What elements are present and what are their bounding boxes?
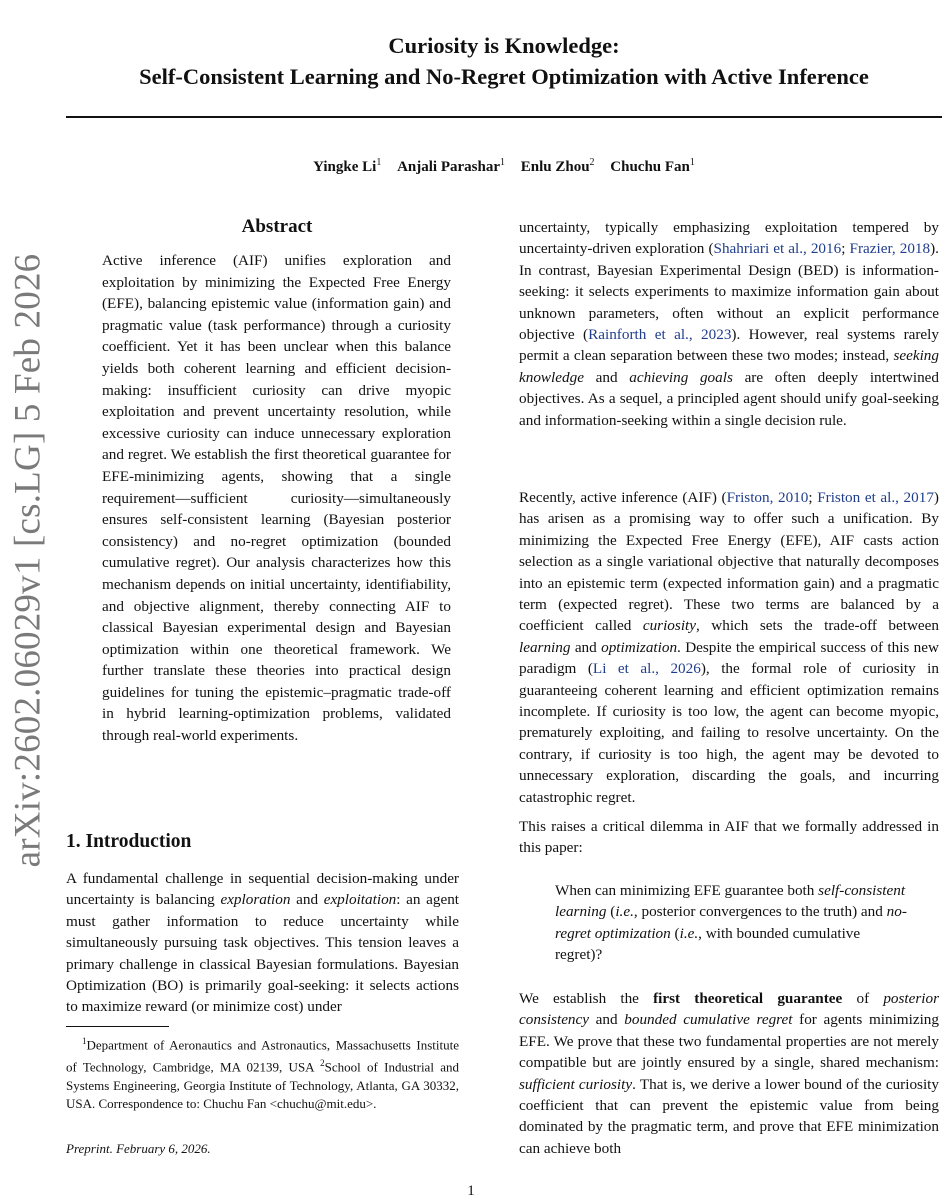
research-question: When can minimizing EFE guarantee both self-consistent learning (i.e., posterior convergences to the truth) and no-regret optimization (i.e., with bounded cumulative regret)?: [555, 882, 907, 964]
affiliation-footnote: $^1$Department of Aeronautics and Astronautics, Massachusetts Institute of Technology, Cambridge, MA 02139, USA $^2$School of Industrial and Systems Engineering, Georgia Institute of Technology, Atlanta, GA 30332, USA. Correspondence to: Chuchu Fan <chuchu@mit.edu>.: [66, 1036, 459, 1111]
page-number: 1: [467, 1183, 475, 1199]
author: Yingke Li$^1$: [313, 157, 382, 175]
title-line-2: Self-Consistent Learning and No-Regret Optimization with Active Inference: [139, 64, 869, 89]
preprint-notice: Preprint. February 6, 2026.: [66, 1141, 211, 1156]
intro-paragraph-3: This raises a critical dilemma in AIF that we formally addressed in this paper:: [519, 818, 939, 857]
author-list: [66, 157, 942, 176]
footnote-rule: [66, 1026, 169, 1027]
abstract-text: Active inference (AIF) unifies exploration and exploitation by minimizing the Expected Free Energy (EFE), balancing epistemic value (information gain) and pragmatic value (task performance) through a curiosity coefficient. Yet it has been unclear when this balance yields both coherent learning and efficient decision-making: insufficient curiosity can drive myopic exploitation and prevent uncertainty resolution, while excessive curiosity can induce unnecessary exploration and regret. We establish the first theoretical guarantee for EFE-minimizing agents, showing that a single requirement—sufficient curiosity—simultaneously ensures self-consistent learning (Bayesian posterior consistency) and no-regret optimization (bounded cumulative regret). Our analysis characterizes how this mechanism depends on initial uncertainty, identifiability, and objective alignment, thereby connecting AIF to classical Bayesian experimental design and Bayesian optimization within one theoretical framework. We further translate these theories into practical design guidelines for tuning the epistemic–pragmatic trade-off in hybrid learning-optimization problems, validated through real-world experiments.: [102, 252, 451, 745]
author: Chuchu Fan$^1$: [610, 157, 695, 175]
citation-link[interactable]: Frazier, 2018: [849, 240, 931, 258]
paper-title: [66, 30, 942, 92]
title-line-1: Curiosity is Knowledge:: [388, 33, 620, 58]
intro-paragraph-4: We establish the first theoretical guarantee of posterior consistency and bounded cumulative regret for agents minimizing EFE. We prove that these two fundamental properties are not merely compatible but are jointly ensured by a single, shared mechanism: sufficient curiosity. That is, we derive a lower bound of the curiosity coefficient that can prevent the epistemic value from being dominated by the pragmatic term, and prove that EFE minimization can achieve both: [519, 990, 940, 1157]
title-rule: [66, 116, 942, 118]
section-heading-introduction: 1. Introduction: [66, 831, 192, 852]
citation-link[interactable]: Shahriari et al., 2016: [713, 240, 842, 258]
citation-link[interactable]: Rainforth et al., 2023: [588, 326, 732, 344]
citation-link[interactable]: Friston, 2010: [726, 489, 809, 506]
abstract-heading: Abstract: [241, 216, 313, 237]
citation-link[interactable]: Li et al., 2026: [592, 660, 701, 678]
intro-paragraph-2: Recently, active inference (AIF) (Friston, 2010; Friston et al., 2017) has arisen as a promising way to offer such a unification. By minimizing the Expected Free Energy (EFE), AIF casts action selection as a single variational objective that naturally decomposes into an epistemic term (expected information gain) and a pragmatic term (expected regret). These two terms are balanced by a coefficient called curiosity, which sets the trade-off between learning and optimization. Despite the empirical success of this new paradigm (Li et al., 2026), the formal role of curiosity in guaranteeing coherent learning and efficient optimization remains incomplete. If curiosity is too low, the agent can become myopic, prematurely exploiting, and failing to resolve uncertainty. On the contrary, if curiosity is too high, the agent may be devoted to unnecessary exploration, discarding the goals, and incurring catastrophic regret.: [519, 489, 940, 806]
author: Anjali Parashar$^1$: [397, 157, 505, 175]
citation-link[interactable]: Friston et al., 2017: [817, 489, 934, 506]
arxiv-identifier-stamp: [2, 230, 54, 890]
arxiv-stamp-text: arXiv:2602.06029v1 [cs.LG] 5 Feb 2026: [7, 253, 49, 867]
intro-paragraph-1-left: A fundamental challenge in sequential decision-making under uncertainty is balancing exploration and exploitation: an agent must gather information to reduce uncertainty while simultaneously pursuing task objectives. This tension leaves a primary challenge in classical Bayesian formulations. Bayesian Optimization (BO) is primarily goal-seeking: it selects actions to maximize reward (or minimize cost) under: [66, 870, 460, 1016]
intro-paragraph-1-right: uncertainty, typically emphasizing exploitation tempered by uncertainty-driven exploration (Shahriari et al., 2016; Frazier, 2018). In contrast, Bayesian Experimental Design (BED) is information-seeking: it selects experiments to maximize information gain about unknown parameters, often without an explicit performance objective (Rainforth et al., 2023). However, real systems rarely permit a clean separation between these two modes; instead, seeking knowledge and achieving goals are often deeply intertwined objectives. As a sequel, a principled agent should unify goal-seeking and information-seeking within a single decision rule.: [519, 219, 939, 429]
author: Enlu Zhou$^2$: [520, 157, 595, 175]
